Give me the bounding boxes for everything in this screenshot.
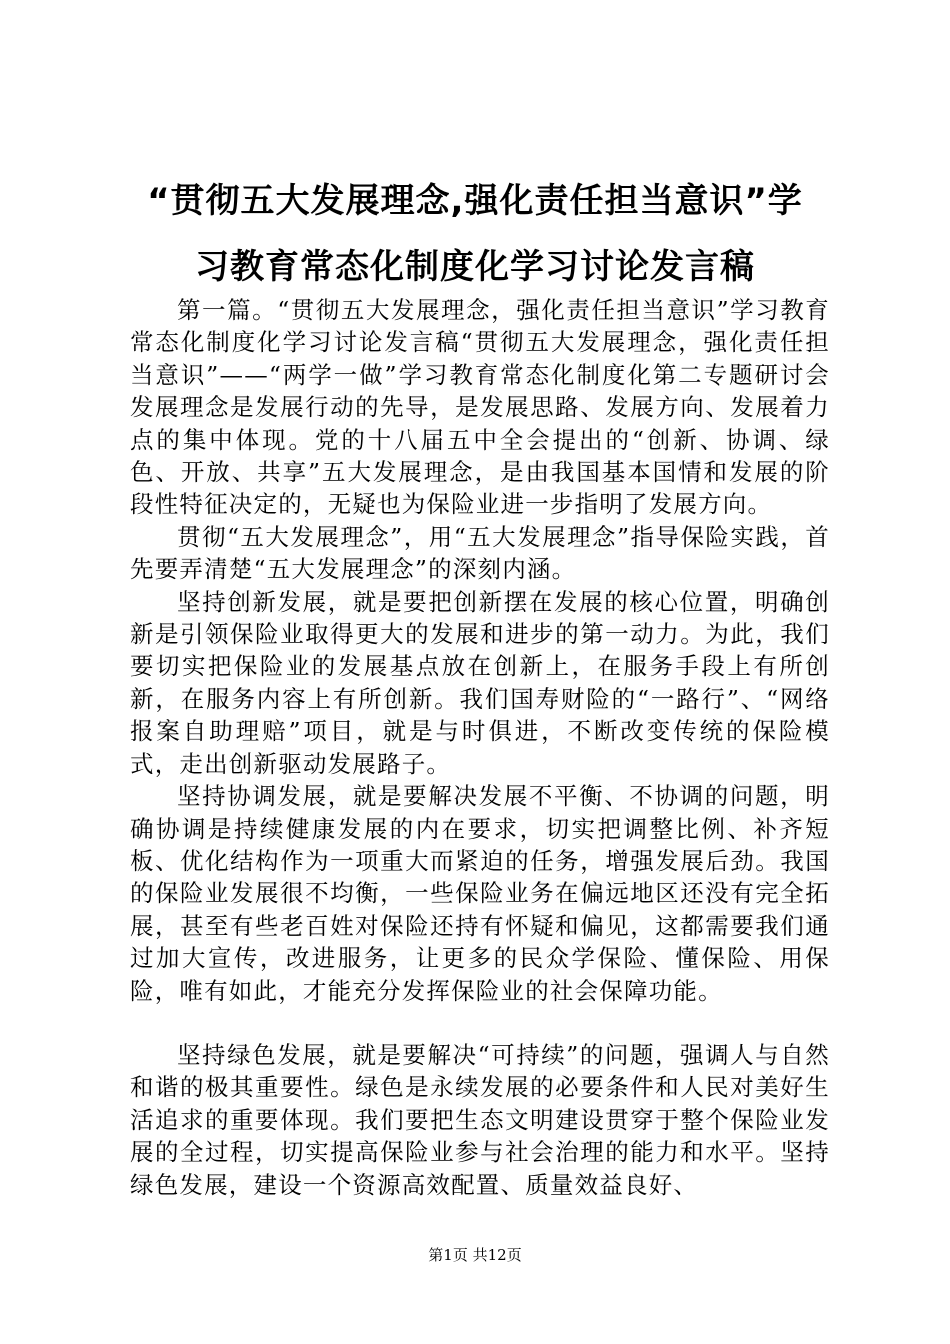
paragraph-2: 贯彻“五大发展理念”，用“五大发展理念”指导保险实践，首先要弄清楚“五大发展理念”的深刻内涵。 — [130, 522, 830, 584]
paragraph-1: 第一篇。“贯彻五大发展理念，强化责任担当意识”学习教育常态化制度化学习讨论发言稿“贯彻五大发展理念，强化责任担当意识”——“两学一做”学习教育常态化制度化第二专题研讨会发展理念是发展行动的先导，是发展思路、发展方向、发展着力点的集中体现。党的十八届五中全会提出的“创新、协调、绿色、开放、共享”五大发展理念，是由我国基本国情和发展的阶段性特征决定的，无疑也为保险业进一步指明了发展方向。 — [130, 296, 830, 519]
page-footer: 第1页 共12页 — [428, 1246, 522, 1264]
title-line-1: “贯彻五大发展理念,强化责任担当意识”学 — [147, 181, 803, 221]
document-body — [130, 294, 830, 1201]
paragraph-3: 坚持创新发展，就是要把创新摆在发展的核心位置，明确创新是引领保险业取得更大的发展和进步的第一动力。为此，我们要切实把保险业的发展基点放在创新上，在服务手段上有所创新，在服务内容上有所创新。我们国寿财险的“一路行”、“网络报案自助理赔”项目，就是与时俱进，不断改变传统的保险模式，走出创新驱动发展路子。 — [130, 587, 830, 778]
document-title — [110, 168, 840, 300]
paragraph-5: 坚持绿色发展，就是要解决“可持续”的问题，强调人与自然和谐的极其重要性。绿色是永续发展的必要条件和人民对美好生活追求的重要体现。我们要把生态文明建设贯穿于整个保险业发展的全过程，切实提高保险业参与社会治理的能力和水平。坚持绿色发展，建设一个资源高效配置、质量效益良好、 — [130, 1040, 830, 1199]
title-line-2: 习教育常态化制度化学习讨论发言稿 — [195, 247, 755, 287]
paragraph-4: 坚持协调发展，就是要解决发展不平衡、不协调的问题，明确协调是持续健康发展的内在要求，切实把调整比例、补齐短板、优化结构作为一项重大而紧迫的任务，增强发展后劲。我国的保险业发展很不均衡，一些保险业务在偏远地区还没有完全拓展，甚至有些老百姓对保险还持有怀疑和偏见，这都需要我们通过加大宣传，改进服务，让更多的民众学保险、懂保险、用保险，唯有如此，才能充分发挥保险业的社会保障功能。 — [130, 782, 830, 1005]
